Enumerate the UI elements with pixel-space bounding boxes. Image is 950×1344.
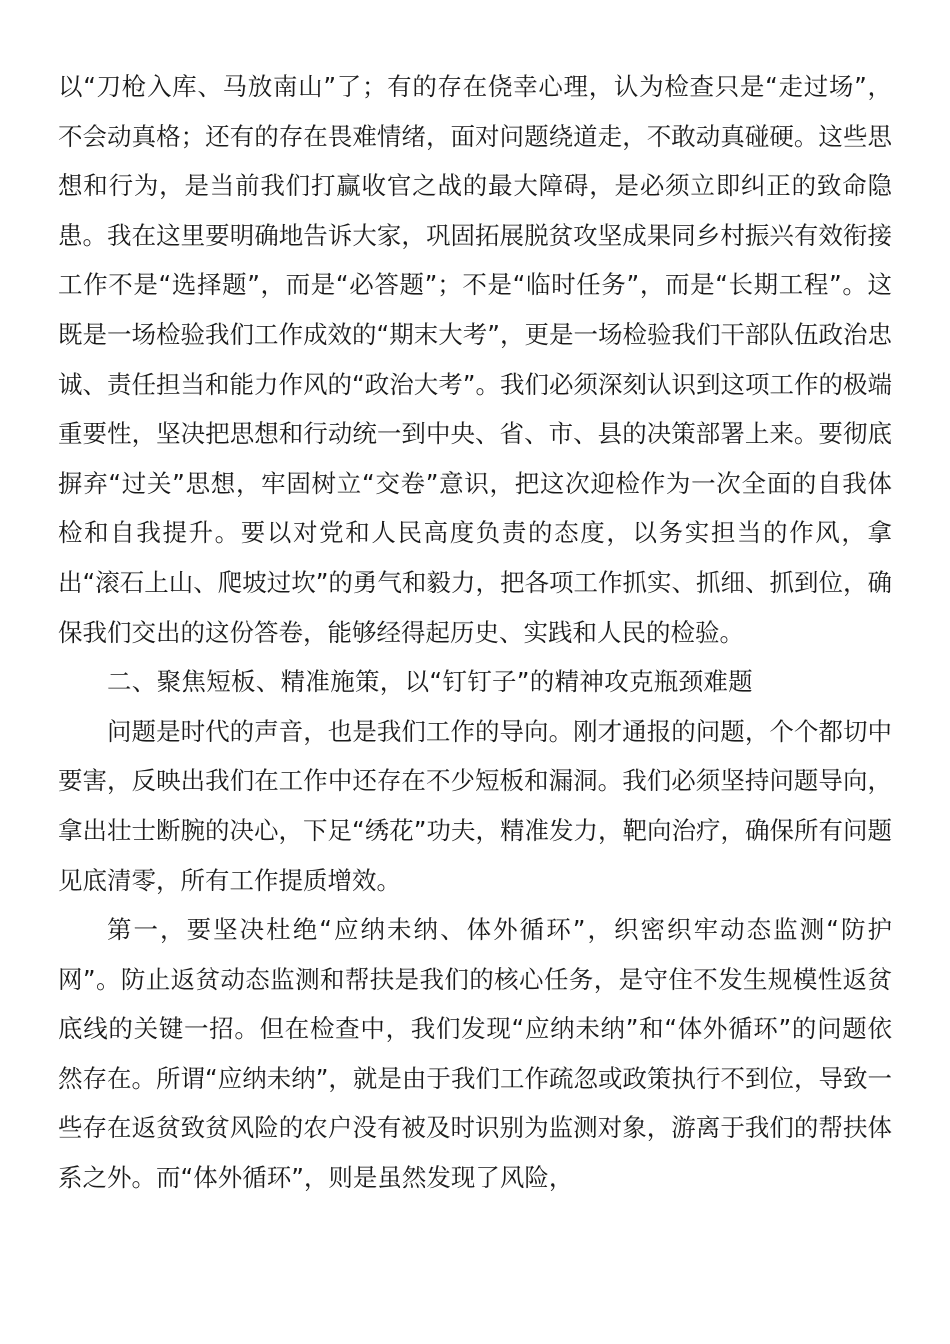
- paragraph-continuation: 以“刀枪入库、马放南山”了；有的存在侥幸心理，认为检查只是“走过场”，不会动真格；还有的存在畏难情绪，面对问题绕道走，不敢动真碰硬。这些思想和行为，是当前我们打赢收官之战的最大障碍，是必须立即纠正的致命隐患。我在这里要明确地告诉大家，巩固拓展脱贫攻坚成果同乡村振兴有效衔接工作不是“选择题”，而是“必答题”；不是“临时任务”，而是“长期工程”。这既是一场检验我们工作成效的“期末大考”，更是一场检验我们干部队伍政治忠诚、责任担当和能力作风的“政治大考”。我们必须深刻认识到这项工作的极端重要性，坚决把思想和行动统一到中央、省、市、县的决策部署上来。要彻底摒弃“过关”思想，牢固树立“交卷”意识，把这次迎检作为一次全面的自我体检和自我提升。要以对党和人民高度负责的态度，以务实担当的作风，拿出“滚石上山、爬坡过坎”的勇气和毅力，把各项工作抓实、抓细、抓到位，确保我们交出的这份答卷，能够经得起历史、实践和人民的检验。: [58, 72, 892, 647]
- paragraph-problem-intro: 问题是时代的声音，也是我们工作的导向。刚才通报的问题，个个都切中要害，反映出我们在工作中还存在不少短板和漏洞。我们必须坚持问题导向，拿出壮士断腕的决心，下足“绣花”功夫，精准发力，靶向治疗，确保所有问题见底清零，所有工作提质增效。: [58, 716, 892, 895]
- document-page: [58, 62, 892, 1203]
- paragraph-first-point: 第一，要坚决杜绝“应纳未纳、体外循环”，织密织牢动态监测“防护网”。防止返贫动态监测和帮扶是我们的核心任务，是守住不发生规模性返贫底线的关键一招。但在检查中，我们发现“应纳未纳”和“体外循环”的问题依然存在。所谓“应纳未纳”，就是由于我们工作疏忽或政策执行不到位，导致一些存在返贫致贫风险的农户没有被及时识别为监测对象，游离于我们的帮扶体系之外。而“体外循环”，则是虽然发现了风险，: [58, 915, 892, 1193]
- section-heading: 二、聚焦短板、精准施策，以“钉钉子”的精神攻克瓶颈难题: [107, 667, 753, 697]
